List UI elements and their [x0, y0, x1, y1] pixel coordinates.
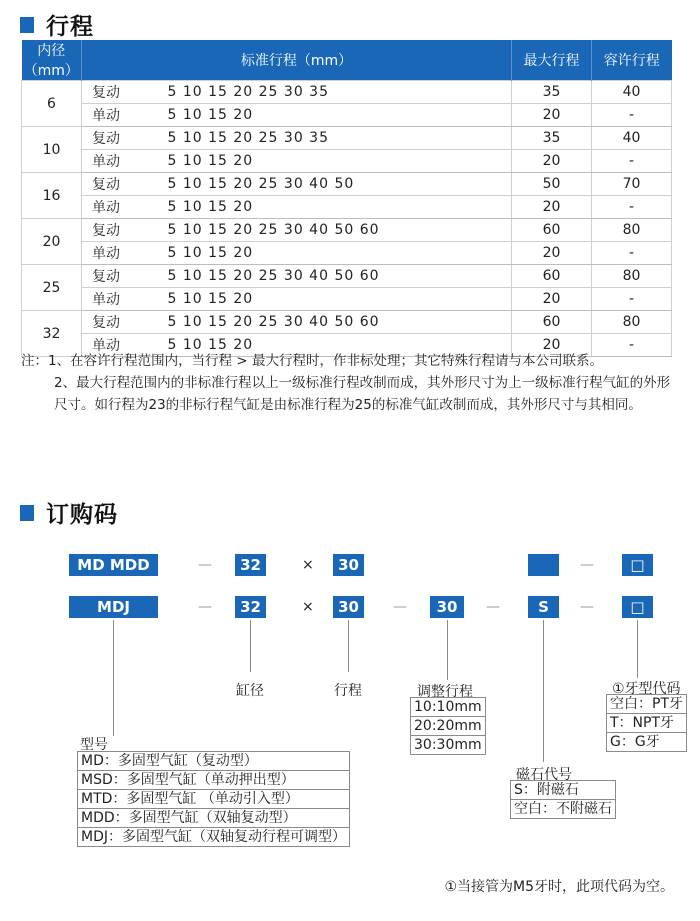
table-row — [22, 219, 672, 242]
times-sign: × — [302, 599, 314, 615]
type-cell: 单动 — [82, 104, 150, 127]
section-marker-icon — [20, 17, 34, 33]
type-cell: 复动 — [82, 173, 150, 196]
adjust-options-table — [410, 697, 486, 755]
allowed-stroke-cell: - — [592, 242, 672, 265]
code-thread-box: □ — [622, 596, 653, 618]
bore-cell: 10 — [22, 127, 82, 173]
standard-stroke-cell: 5 10 15 20 25 30 40 50 60 — [150, 219, 512, 242]
type-cell: 复动 — [82, 219, 150, 242]
thread-title: ①牙型代码 — [612, 681, 681, 697]
bore-cell: 25 — [22, 265, 82, 311]
allowed-stroke-cell: - — [592, 288, 672, 311]
type-cell: 复动 — [82, 81, 150, 104]
header-bore: 内径（mm） — [22, 40, 82, 81]
dash-separator: — — [486, 599, 500, 615]
adjust-option: 10:10mm — [411, 698, 486, 717]
allowed-stroke-cell: 80 — [592, 265, 672, 288]
type-cell: 复动 — [82, 311, 150, 334]
adjust-option: 30:30mm — [411, 736, 486, 755]
max-stroke-cell: 60 — [512, 219, 592, 242]
dash-separator: — — [198, 599, 212, 615]
max-stroke-cell: 60 — [512, 311, 592, 334]
table-row — [22, 265, 672, 288]
allowed-stroke-cell: - — [592, 196, 672, 219]
section-stroke-header — [20, 8, 94, 41]
standard-stroke-cell: 5 10 15 20 — [150, 288, 512, 311]
leader-line-stroke — [348, 620, 349, 672]
leader-line-adjust — [447, 620, 448, 680]
type-cell: 单动 — [82, 150, 150, 173]
section-title: 行程 — [46, 14, 94, 40]
model-option: MTD：多固型气缸 （单动引入型） — [78, 790, 350, 809]
standard-stroke-cell: 5 10 15 20 25 30 40 50 60 — [150, 265, 512, 288]
standard-stroke-cell: 5 10 15 20 — [150, 196, 512, 219]
note-2: 2、最大行程范围内的非标准行程以上一级标准行程改制而成，其外形尺寸为上一级标准行程气缸的外形尺寸。如行程为23的非标行程气缸是由标准行程为25的标准气缸改制而成，其外形尺寸与其相同。 — [54, 375, 671, 413]
allowed-stroke-cell: 80 — [592, 219, 672, 242]
standard-stroke-cell: 5 10 15 20 — [150, 104, 512, 127]
leader-line-bore — [250, 620, 251, 672]
table-row — [22, 311, 672, 334]
section-marker-icon — [20, 505, 34, 521]
dash-separator: — — [580, 557, 594, 573]
standard-stroke-cell: 5 10 15 20 — [150, 150, 512, 173]
thread-option: T：NPT牙 — [607, 714, 687, 733]
stroke-table — [21, 40, 672, 357]
table-row — [22, 288, 672, 311]
magnet-title: 磁石代号 — [516, 767, 572, 783]
model-option: MSD：多固型气缸（单动押出型） — [78, 771, 350, 790]
adjust-title: 调整行程 — [417, 684, 473, 700]
allowed-stroke-cell: - — [592, 334, 672, 357]
thread-option: G：G牙 — [607, 733, 687, 752]
type-cell: 复动 — [82, 127, 150, 150]
max-stroke-cell: 20 — [512, 242, 592, 265]
table-header-row — [22, 40, 672, 81]
max-stroke-cell: 20 — [512, 334, 592, 357]
table-row — [22, 150, 672, 173]
magnet-option: 空白：不附磁石 — [511, 800, 616, 819]
bore-cell: 20 — [22, 219, 82, 265]
standard-stroke-cell: 5 10 15 20 25 30 35 — [150, 81, 512, 104]
notes — [21, 350, 681, 416]
magnet-option: S：附磁石 — [511, 781, 616, 800]
max-stroke-cell: 20 — [512, 104, 592, 127]
max-stroke-cell: 60 — [512, 265, 592, 288]
standard-stroke-cell: 5 10 15 20 25 30 40 50 — [150, 173, 512, 196]
model-title: 型号 — [80, 737, 108, 753]
code-adjust-box: 30 — [430, 596, 464, 618]
section-title: 订购码 — [46, 502, 118, 528]
allowed-stroke-cell: 70 — [592, 173, 672, 196]
model-option: MD：多固型气缸（复动型） — [78, 752, 350, 771]
bore-cell: 32 — [22, 311, 82, 357]
label-stroke: 行程 — [334, 683, 362, 699]
dash-separator: — — [198, 557, 212, 573]
table-row — [22, 81, 672, 104]
type-cell: 复动 — [82, 265, 150, 288]
table-row — [22, 104, 672, 127]
leader-line-magnet — [543, 620, 544, 762]
table-row — [22, 196, 672, 219]
adjust-option: 20:20mm — [411, 717, 486, 736]
allowed-stroke-cell: 80 — [592, 311, 672, 334]
bore-cell: 6 — [22, 81, 82, 127]
thread-options-table — [606, 694, 687, 752]
max-stroke-cell: 20 — [512, 288, 592, 311]
model-option: MDJ：多固型气缸（双轴复动行程可调型） — [78, 828, 350, 847]
standard-stroke-cell: 5 10 15 20 — [150, 242, 512, 265]
code-thread-box: □ — [622, 554, 653, 576]
table-row — [22, 173, 672, 196]
dash-separator: — — [580, 599, 594, 615]
section-order-header — [20, 496, 118, 529]
model-option: MDD：多固型气缸（双轴复动型） — [78, 809, 350, 828]
standard-stroke-cell: 5 10 15 20 — [150, 334, 512, 357]
code-bore-box: 32 — [235, 554, 266, 576]
type-cell: 单动 — [82, 242, 150, 265]
standard-stroke-cell: 5 10 15 20 25 30 35 — [150, 127, 512, 150]
allowed-stroke-cell: 40 — [592, 127, 672, 150]
header-max-stroke: 最大行程 — [512, 40, 592, 81]
allowed-stroke-cell: 40 — [592, 81, 672, 104]
max-stroke-cell: 35 — [512, 81, 592, 104]
code-stroke-box: 30 — [333, 554, 364, 576]
code-model-box: MDJ — [69, 596, 158, 618]
times-sign: × — [302, 557, 314, 573]
code-stroke-box: 30 — [333, 596, 364, 618]
max-stroke-cell: 20 — [512, 196, 592, 219]
code-magnet-box: S — [528, 596, 559, 618]
model-options-table — [77, 751, 350, 847]
table-row — [22, 127, 672, 150]
type-cell: 单动 — [82, 196, 150, 219]
code-model-box: MD MDD — [69, 554, 158, 576]
allowed-stroke-cell: - — [592, 150, 672, 173]
code-magnet-box — [528, 554, 559, 576]
dash-separator: — — [393, 599, 407, 615]
allowed-stroke-cell: - — [592, 104, 672, 127]
type-cell: 单动 — [82, 334, 150, 357]
label-bore: 缸径 — [236, 683, 264, 699]
max-stroke-cell: 35 — [512, 127, 592, 150]
thread-option: 空白：PT牙 — [607, 695, 687, 714]
max-stroke-cell: 50 — [512, 173, 592, 196]
type-cell: 单动 — [82, 288, 150, 311]
table-row — [22, 242, 672, 265]
leader-line-thread — [637, 620, 638, 678]
bore-cell: 16 — [22, 173, 82, 219]
note-1: 注：1、在容许行程范围内，当行程 > 最大行程时，作非标处理；其它特殊行程请与本公司联系。 — [21, 353, 603, 369]
standard-stroke-cell: 5 10 15 20 25 30 40 50 60 — [150, 311, 512, 334]
leader-line-model — [113, 620, 114, 736]
magnet-options-table — [510, 780, 616, 819]
header-standard-stroke: 标准行程（mm） — [82, 40, 512, 81]
footnote: ①当接管为M5牙时，此项代码为空。 — [444, 879, 674, 895]
header-allowed-stroke: 容许行程 — [592, 40, 672, 81]
code-bore-box: 32 — [235, 596, 266, 618]
max-stroke-cell: 20 — [512, 150, 592, 173]
